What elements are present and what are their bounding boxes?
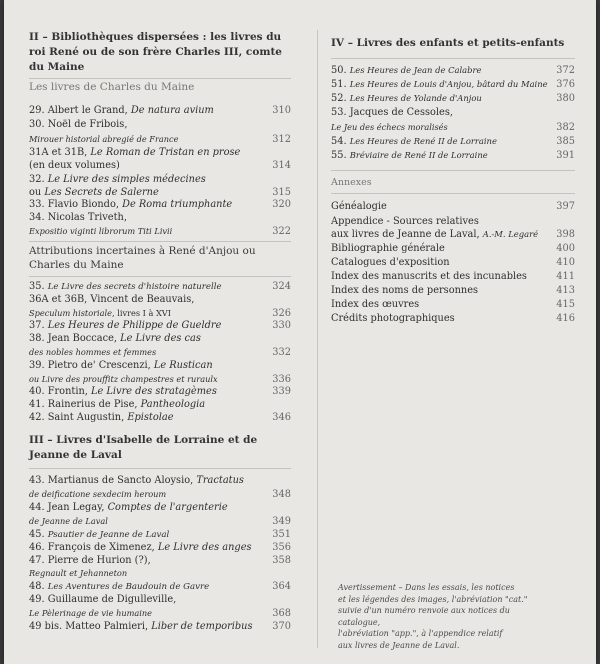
entry-30-title: Mirouer historial abregié de France 312 <box>29 134 291 145</box>
book-page <box>4 0 596 664</box>
page-number: 400 <box>556 243 575 254</box>
avertissement-note: Avertissement – Dans les essais, les notices et les légendes des images, l'abréviation "cat." suivie d'un numéro renvoie aux notices du catalogue, l'abréviation "app.", à l'appendice relatif aux livres de Jeanne de Laval. <box>338 583 528 650</box>
page-number: 320 <box>272 199 291 210</box>
entry-30[interactable]: 30. Noël de Fribois, <box>29 119 128 130</box>
entry-49-bis[interactable]: 49 bis. Matteo Palmieri, Liber de temporibus 370 <box>29 621 291 632</box>
page-number: 370 <box>272 621 291 632</box>
page-number: 411 <box>556 271 575 282</box>
page-number: 368 <box>272 608 291 619</box>
entry-39[interactable]: 39. Pietro de' Crescenzi, Le Rustican <box>29 360 213 371</box>
page-number: 358 <box>272 555 291 566</box>
page-number: 376 <box>556 79 575 90</box>
page-number: 326 <box>272 308 291 319</box>
page-number: 336 <box>272 374 291 385</box>
entry-53-title: Le Jeu des échecs moralisés 382 <box>331 122 575 133</box>
page-number: 385 <box>556 136 575 147</box>
page-number: 397 <box>556 201 575 212</box>
entry-47[interactable]: 47. Pierre de Hurion (?), 358 <box>29 555 291 566</box>
column-divider <box>317 30 318 648</box>
section-2-title: II – Bibliothèques dispersées : les livres du roi René ou de son frère Charles III, comte du Maine <box>29 31 282 73</box>
entry-29[interactable]: 29. Albert le Grand, De natura avium 310 <box>29 105 291 116</box>
section-rule <box>331 193 575 194</box>
entry-52[interactable]: 52. Les Heures de Yolande d'Anjou 380 <box>331 93 575 104</box>
annexes-heading: Annexes <box>331 177 372 188</box>
page-number: 332 <box>272 347 291 358</box>
page-number: 356 <box>272 542 291 553</box>
page-number: 398 <box>556 229 575 240</box>
entry-31-cont: (en deux volumes) 314 <box>29 160 291 171</box>
page-number: 314 <box>272 160 291 171</box>
page-number: 413 <box>556 285 575 296</box>
entry-40[interactable]: 40. Frontin, Le Livre des stratagèmes 339 <box>29 386 291 397</box>
entry-37[interactable]: 37. Les Heures de Philippe de Gueldre 330 <box>29 320 291 331</box>
page-number: 416 <box>556 313 575 324</box>
section-rule <box>331 58 575 59</box>
entry-49[interactable]: 49. Guillaume de Digulleville, <box>29 594 177 605</box>
section-3-title: III – Livres d'Isabelle de Lorraine et de Jeanne de Laval <box>29 434 258 461</box>
entry-39-cont: ou Livre des prouffitz champestres et ruraulx 336 <box>29 374 291 385</box>
entry-34-title: Expositio viginti librorum Titi Livii 322 <box>29 226 291 237</box>
annex-credits[interactable]: Crédits photographiques 416 <box>331 313 575 324</box>
page-number: 310 <box>272 105 291 116</box>
page-number: 364 <box>272 581 291 592</box>
section-rule <box>29 276 291 277</box>
entry-44[interactable]: 44. Jean Legay, Comptes de l'argenterie <box>29 502 228 513</box>
entry-53[interactable]: 53. Jacques de Cessoles, <box>331 107 453 118</box>
entry-38-cont: des nobles hommes et femmes 332 <box>29 347 291 358</box>
entry-43-cont: de deificatione sexdecim heroum 348 <box>29 489 291 500</box>
page-number: 415 <box>556 299 575 310</box>
entry-49-title: Le Pèlerinage de vie humaine 368 <box>29 608 291 619</box>
subhead-charles-du-maine: Les livres de Charles du Maine <box>29 81 195 93</box>
section-rule <box>331 170 575 171</box>
entry-45[interactable]: 45. Psautier de Jeanne de Laval 351 <box>29 529 291 540</box>
entry-50[interactable]: 50. Les Heures de Jean de Calabre 372 <box>331 65 575 76</box>
entry-42[interactable]: 42. Saint Augustin, Epistolae 346 <box>29 412 291 423</box>
annex-genealogie[interactable]: Généalogie 397 <box>331 201 575 212</box>
entry-48[interactable]: 48. Les Aventures de Baudouin de Gavre 364 <box>29 581 291 592</box>
entry-51[interactable]: 51. Les Heures de Louis d'Anjou, bâtard du Maine 376 <box>331 79 575 90</box>
annex-index-noms[interactable]: Index des noms de personnes 413 <box>331 285 575 296</box>
section-4-title: IV – Livres des enfants et petits-enfants <box>331 37 565 49</box>
entry-41[interactable]: 41. Rainerius de Pise, Pantheologia <box>29 399 206 410</box>
entry-32[interactable]: 32. Le Livre des simples médecines <box>29 174 206 185</box>
page-number: 391 <box>556 150 575 161</box>
entry-55[interactable]: 55. Bréviaire de René II de Lorraine 391 <box>331 150 575 161</box>
annex-appendice-cont: aux livres de Jeanne de Laval, A.-M. Legaré 398 <box>331 229 575 240</box>
page-number: 322 <box>272 226 291 237</box>
entry-38[interactable]: 38. Jean Boccace, Le Livre des cas <box>29 333 201 344</box>
annex-bibliographie[interactable]: Bibliographie générale 400 <box>331 243 575 254</box>
page-number: 410 <box>556 257 575 268</box>
page-number: 339 <box>272 386 291 397</box>
entry-34[interactable]: 34. Nicolas Triveth, <box>29 212 127 223</box>
page-number: 315 <box>272 187 291 198</box>
annex-index-manuscrits[interactable]: Index des manuscrits et des incunables 411 <box>331 271 575 282</box>
entry-43[interactable]: 43. Martianus de Sancto Aloysio, Tractatus <box>29 475 244 486</box>
page-number: 349 <box>272 516 291 527</box>
page-number: 346 <box>272 412 291 423</box>
entry-32-cont: ou Les Secrets de Salerne 315 <box>29 187 291 198</box>
subhead-attributions: Attributions incertaines à René d'Anjou ou Charles du Maine <box>29 245 256 271</box>
entry-36[interactable]: 36A et 36B, Vincent de Beauvais, <box>29 294 195 305</box>
page-number: 351 <box>272 529 291 540</box>
entry-47-title: Regnault et Jehanneton <box>29 568 128 578</box>
page-number: 330 <box>272 320 291 331</box>
page-number: 380 <box>556 93 575 104</box>
section-rule <box>29 241 291 242</box>
page-number: 382 <box>556 122 575 133</box>
page-number: 312 <box>272 134 291 145</box>
page-number: 324 <box>272 281 291 292</box>
entry-54[interactable]: 54. Les Heures de René II de Lorraine 385 <box>331 136 575 147</box>
section-rule <box>29 78 291 79</box>
page-number: 348 <box>272 489 291 500</box>
entry-44-cont: de Jeanne de Laval 349 <box>29 516 291 527</box>
entry-36-title: Speculum historiale, livres I à XVI 326 <box>29 308 291 319</box>
page-number: 372 <box>556 65 575 76</box>
annex-catalogues[interactable]: Catalogues d'exposition 410 <box>331 257 575 268</box>
entry-46[interactable]: 46. François de Ximenez, Le Livre des anges 356 <box>29 542 291 553</box>
annex-index-oeuvres[interactable]: Index des œuvres 415 <box>331 299 575 310</box>
entry-33[interactable]: 33. Flavio Biondo, De Roma triumphante 320 <box>29 199 291 210</box>
annex-appendice[interactable]: Appendice - Sources relatives <box>331 216 479 227</box>
section-rule <box>29 468 291 469</box>
entry-31[interactable]: 31A et 31B, Le Roman de Tristan en prose <box>29 147 241 158</box>
entry-35[interactable]: 35. Le Livre des secrets d'histoire naturelle 324 <box>29 281 291 292</box>
